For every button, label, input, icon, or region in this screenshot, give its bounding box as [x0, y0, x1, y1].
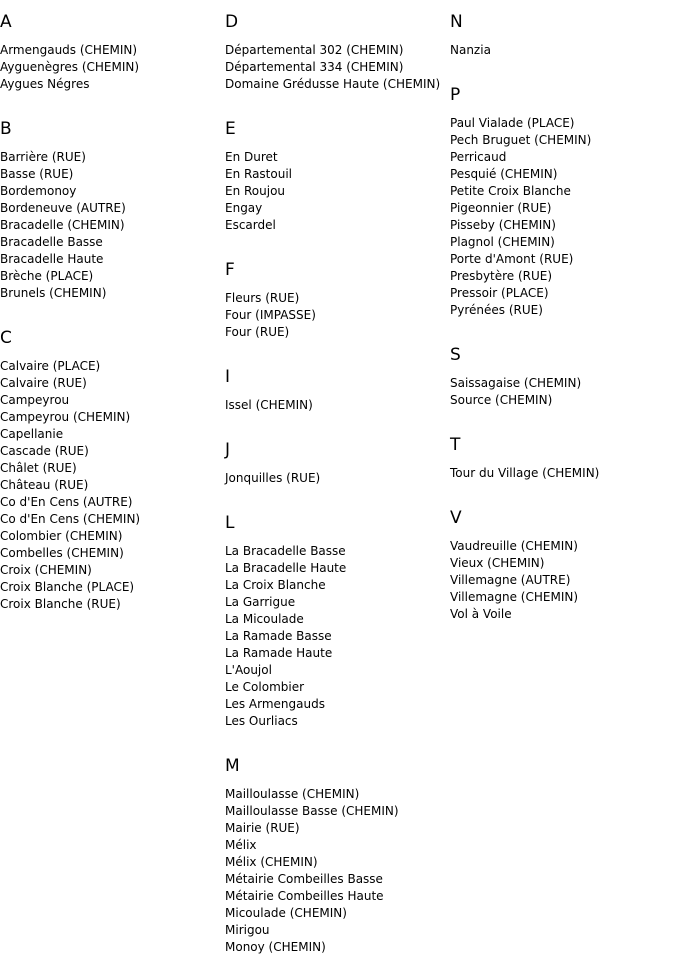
street-entry-link[interactable]: La Ramade Haute — [225, 646, 333, 660]
street-entry-link[interactable]: Fleurs (RUE) — [225, 291, 300, 305]
section-letter-heading: P — [450, 85, 461, 105]
section-letter-heading: I — [225, 367, 231, 387]
street-entry-link[interactable]: Croix Blanche (PLACE) — [0, 580, 135, 594]
section-letter-heading: L — [225, 513, 235, 533]
street-entry-link[interactable]: Vaudreuille (CHEMIN) — [450, 539, 578, 553]
index-column — [225, 0, 450, 956]
street-entry-link[interactable]: Four (IMPASSE) — [225, 308, 316, 322]
street-entry-link[interactable]: Cascade (RUE) — [0, 444, 89, 458]
street-entry-link[interactable]: Bordemonoy — [0, 184, 77, 198]
street-entry-link[interactable]: Les Armengauds — [225, 697, 325, 711]
street-list — [225, 470, 450, 487]
street-entry-link[interactable]: La Garrigue — [225, 595, 296, 609]
street-entry-link[interactable]: Engay — [225, 201, 263, 215]
street-list — [450, 42, 675, 59]
letter-section — [225, 440, 450, 487]
section-letter-heading: E — [225, 119, 236, 139]
street-entry-link[interactable]: Issel (CHEMIN) — [225, 398, 313, 412]
section-letter-heading: J — [225, 440, 231, 460]
street-entry-link[interactable]: L'Aoujol — [225, 663, 272, 677]
street-list — [450, 465, 675, 482]
letter-section — [225, 12, 450, 93]
street-list — [225, 786, 450, 956]
street-entry-link[interactable]: En Rastouil — [225, 167, 293, 181]
street-entry-link[interactable]: Bracadelle (CHEMIN) — [0, 218, 125, 232]
street-entry-link[interactable]: En Duret — [225, 150, 278, 164]
street-entry-link[interactable]: Pesquié (CHEMIN) — [450, 167, 558, 181]
street-list — [450, 538, 675, 623]
letter-section — [225, 513, 450, 730]
street-list — [225, 290, 450, 341]
street-list — [225, 149, 450, 234]
street-entry-link[interactable]: Mélix — [225, 838, 257, 852]
street-entry-link[interactable]: Pyrénées (RUE) — [450, 303, 543, 317]
street-entry-link[interactable]: Source (CHEMIN) — [450, 393, 553, 407]
street-entry-link[interactable]: Croix (CHEMIN) — [0, 563, 92, 577]
section-letter-heading: M — [225, 756, 240, 776]
street-entry-link[interactable]: Pressoir (PLACE) — [450, 286, 549, 300]
street-entry-link[interactable]: Vieux (CHEMIN) — [450, 556, 545, 570]
street-list — [225, 397, 450, 414]
street-entry-link[interactable]: Pisseby (CHEMIN) — [450, 218, 556, 232]
street-entry-link[interactable]: Basse (RUE) — [0, 167, 74, 181]
street-entry-link[interactable]: Paul Vialade (PLACE) — [450, 116, 575, 130]
section-letter-heading: C — [0, 328, 12, 348]
street-entry-link[interactable]: Bracadelle Haute — [0, 252, 104, 266]
street-entry-link[interactable]: La Micoulade — [225, 612, 304, 626]
letter-section — [450, 435, 675, 482]
street-entry-link[interactable]: La Bracadelle Basse — [225, 544, 346, 558]
street-list — [0, 42, 225, 93]
street-entry-link[interactable]: Château (RUE) — [0, 478, 89, 492]
street-entry-link[interactable]: Nanzia — [450, 43, 491, 57]
street-entry-link[interactable]: La Ramade Basse — [225, 629, 332, 643]
street-entry-link[interactable]: La Croix Blanche — [225, 578, 326, 592]
street-entry-link[interactable]: La Bracadelle Haute — [225, 561, 347, 575]
section-letter-heading: V — [450, 508, 462, 528]
street-entry-link[interactable]: Mairie (RUE) — [225, 821, 300, 835]
street-entry-link[interactable]: Départemental 302 (CHEMIN) — [225, 43, 404, 57]
street-list — [450, 375, 675, 409]
street-entry-link[interactable]: Micoulade (CHEMIN) — [225, 906, 347, 920]
street-entry-link[interactable]: Les Ourliacs — [225, 714, 298, 728]
section-letter-heading: A — [0, 12, 12, 32]
street-entry-link[interactable]: Barrière (RUE) — [0, 150, 86, 164]
letter-section — [225, 260, 450, 341]
street-entry-link[interactable]: Bracadelle Basse — [0, 235, 103, 249]
street-entry-link[interactable]: Villemagne (AUTRE) — [450, 573, 571, 587]
letter-section — [225, 367, 450, 414]
street-entry-link[interactable]: Pech Bruguet (CHEMIN) — [450, 133, 592, 147]
street-entry-link[interactable]: Châlet (RUE) — [0, 461, 77, 475]
street-list — [225, 42, 450, 93]
street-entry-link[interactable]: En Roujou — [225, 184, 286, 198]
street-entry-link[interactable]: Mirigou — [225, 923, 270, 937]
street-entry-link[interactable]: Porte d'Amont (RUE) — [450, 252, 574, 266]
street-entry-link[interactable]: Monoy (CHEMIN) — [225, 940, 326, 954]
street-entry-link[interactable]: Brunels (CHEMIN) — [0, 286, 107, 300]
section-letter-heading: T — [450, 435, 461, 455]
street-entry-link[interactable]: Petite Croix Blanche — [450, 184, 571, 198]
street-entry-link[interactable]: Croix Blanche (RUE) — [0, 597, 121, 611]
section-letter-heading: D — [225, 12, 239, 32]
street-entry-link[interactable]: Capellanie — [0, 427, 64, 441]
street-entry-link[interactable]: Escardel — [225, 218, 276, 232]
letter-section — [450, 12, 675, 59]
street-entry-link[interactable]: Métairie Combeilles Basse — [225, 872, 383, 886]
section-letter-heading: B — [0, 119, 12, 139]
street-entry-link[interactable]: Départemental 334 (CHEMIN) — [225, 60, 404, 74]
street-entry-link[interactable]: Perricaud — [450, 150, 507, 164]
street-entry-link[interactable]: Le Colombier — [225, 680, 305, 694]
street-entry-link[interactable]: Mailloulasse Basse (CHEMIN) — [225, 804, 399, 818]
street-entry-link[interactable]: Bordeneuve (AUTRE) — [0, 201, 126, 215]
letter-section — [450, 85, 675, 319]
section-letter-heading: N — [450, 12, 463, 32]
index-column — [0, 0, 225, 613]
street-entry-link[interactable]: Plagnol (CHEMIN) — [450, 235, 555, 249]
street-entry-link[interactable]: Jonquilles (RUE) — [225, 471, 321, 485]
street-entry-link[interactable]: Saissagaise (CHEMIN) — [450, 376, 582, 390]
street-entry-link[interactable]: Campeyrou — [0, 393, 70, 407]
street-entry-link[interactable]: Villemagne (CHEMIN) — [450, 590, 579, 604]
letter-section — [450, 345, 675, 409]
street-entry-link[interactable]: Domaine Grédusse Haute (CHEMIN) — [225, 77, 441, 91]
street-entry-link[interactable]: Métairie Combeilles Haute — [225, 889, 384, 903]
street-entry-link[interactable]: Combelles (CHEMIN) — [0, 546, 124, 560]
letter-section — [450, 508, 675, 623]
street-entry-link[interactable]: Ayguenègres (CHEMIN) — [0, 60, 140, 74]
street-entry-link[interactable]: Mailloulasse (CHEMIN) — [225, 787, 360, 801]
street-list — [225, 543, 450, 730]
street-entry-link[interactable]: Four (RUE) — [225, 325, 290, 339]
street-entry-link[interactable]: Armengauds (CHEMIN) — [0, 43, 138, 57]
street-list — [0, 358, 225, 613]
letter-section — [225, 756, 450, 956]
section-letter-heading: F — [225, 260, 235, 280]
street-list — [450, 115, 675, 319]
letter-section — [225, 119, 450, 234]
street-entry-link[interactable]: Brèche (PLACE) — [0, 269, 94, 283]
street-list — [0, 149, 225, 302]
street-entry-link[interactable]: Mélix (CHEMIN) — [225, 855, 318, 869]
street-entry-link[interactable]: Co d'En Cens (CHEMIN) — [0, 512, 141, 526]
street-entry-link[interactable]: Calvaire (RUE) — [0, 376, 87, 390]
section-letter-heading: S — [450, 345, 461, 365]
street-entry-link[interactable]: Colombier (CHEMIN) — [0, 529, 123, 543]
street-entry-link[interactable]: Calvaire (PLACE) — [0, 359, 101, 373]
street-entry-link[interactable]: Pigeonnier (RUE) — [450, 201, 552, 215]
index-column — [450, 0, 675, 623]
street-entry-link[interactable]: Tour du Village (CHEMIN) — [450, 466, 600, 480]
letter-section — [0, 119, 225, 302]
street-entry-link[interactable]: Campeyrou (CHEMIN) — [0, 410, 131, 424]
letter-section — [0, 328, 225, 613]
street-entry-link[interactable]: Co d'En Cens (AUTRE) — [0, 495, 133, 509]
street-entry-link[interactable]: Vol à Voile — [450, 607, 512, 621]
street-entry-link[interactable]: Presbytère (RUE) — [450, 269, 553, 283]
street-entry-link[interactable]: Aygues Négres — [0, 77, 90, 91]
letter-section — [0, 12, 225, 93]
